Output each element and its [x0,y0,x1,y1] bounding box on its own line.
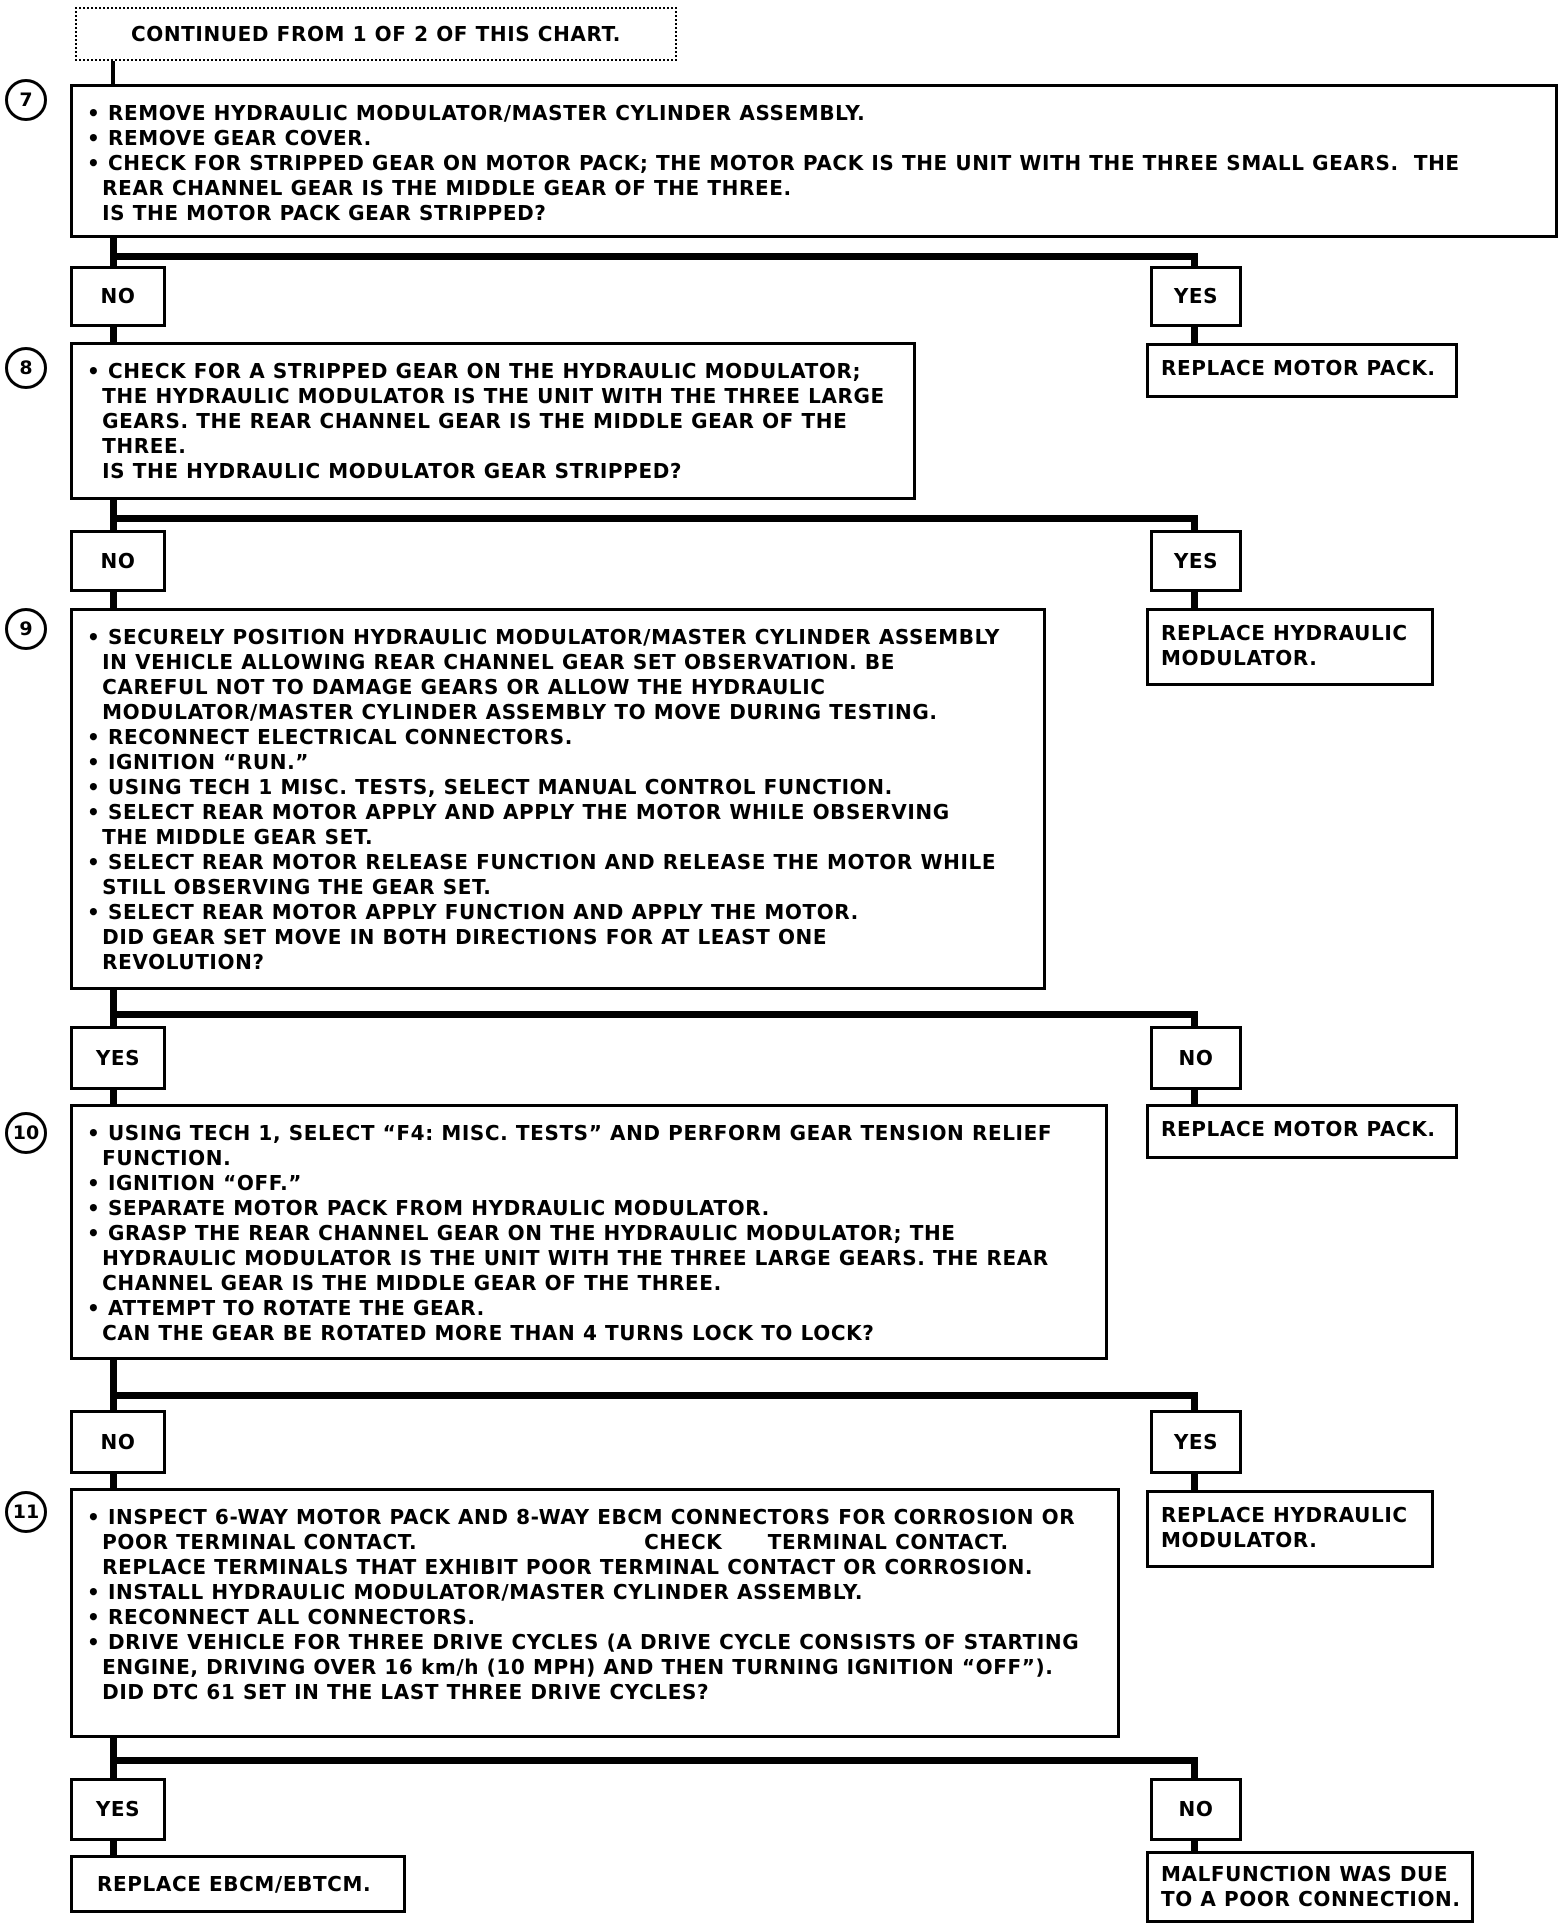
step-line: IS THE HYDRAULIC MODULATOR GEAR STRIPPED? [87,459,683,483]
result-poor-connection: MALFUNCTION WAS DUE TO A POOR CONNECTION. [1146,1851,1474,1923]
step-number-9: 9 [5,608,47,650]
branch-line [110,1757,1198,1764]
result-replace-hydraulic-modulator: REPLACE HYDRAULIC MODULATOR. [1146,1490,1434,1568]
step-line: • INSPECT 6-WAY MOTOR PACK AND 8-WAY EBCM CONNECTORS FOR CORROSION OR [87,1505,1076,1529]
step-line: STILL OBSERVING THE GEAR SET. [87,875,492,899]
step-number-10: 10 [5,1112,47,1154]
step-line: • CHECK FOR STRIPPED GEAR ON MOTOR PACK; THE MOTOR PACK IS THE UNIT WITH THE THREE SMALL GEARS. THE [87,151,1460,175]
connector-line [1191,1474,1198,1490]
step-line: • REMOVE HYDRAULIC MODULATOR/MASTER CYLINDER ASSEMBLY. [87,101,866,125]
result-replace-ebcm-ebtcm: REPLACE EBCM/EBTCM. [70,1855,406,1913]
step-line: HYDRAULIC MODULATOR IS THE UNIT WITH THE THREE LARGE GEARS. THE REAR [87,1246,1049,1270]
step-line: ENGINE, DRIVING OVER 16 km/h (10 MPH) AND THEN TURNING IGNITION “OFF”). [87,1655,1054,1679]
branch-line [110,515,1198,522]
step-number-11: 11 [5,1491,47,1533]
step-line: CAN THE GEAR BE ROTATED MORE THAN 4 TURNS LOCK TO LOCK? [87,1321,875,1345]
connector-line [110,1360,117,1410]
step-7-box [70,84,1558,238]
step-line: • USING TECH 1 MISC. TESTS, SELECT MANUAL CONTROL FUNCTION. [87,775,893,799]
step-line: FUNCTION. [87,1146,232,1170]
step-line: • IGNITION “OFF.” [87,1171,303,1195]
connector-line [1191,1090,1198,1104]
step-line: • SEPARATE MOTOR PACK FROM HYDRAULIC MODULATOR. [87,1196,770,1220]
connector-line [110,1841,117,1855]
step-line: • REMOVE GEAR COVER. [87,126,372,150]
connector-line [110,327,117,343]
step-line: DID DTC 61 SET IN THE LAST THREE DRIVE CYCLES? [87,1680,710,1704]
step-11-box [70,1488,1120,1738]
step-number-8: 8 [5,347,47,389]
branch-label-no: NO [1150,1026,1242,1090]
step-line: • USING TECH 1, SELECT “F4: MISC. TESTS” AND PERFORM GEAR TENSION RELIEF [87,1121,1053,1145]
step-line: • ATTEMPT TO ROTATE THE GEAR. [87,1296,485,1320]
step-9-box [70,608,1046,990]
result-replace-motor-pack: REPLACE MOTOR PACK. [1146,343,1458,398]
step-line: GEARS. THE REAR CHANNEL GEAR IS THE MIDDLE GEAR OF THE [87,409,848,433]
step-line: • SELECT REAR MOTOR APPLY AND APPLY THE MOTOR WHILE OBSERVING [87,800,950,824]
step-8-box [70,342,916,500]
step-line: • SELECT REAR MOTOR APPLY FUNCTION AND APPLY THE MOTOR. [87,900,859,924]
result-replace-motor-pack: REPLACE MOTOR PACK. [1146,1104,1458,1159]
connector-line [1191,1392,1198,1410]
branch-label-no: NO [1150,1778,1242,1841]
step-line: • INSTALL HYDRAULIC MODULATOR/MASTER CYLINDER ASSEMBLY. [87,1580,864,1604]
step-line: • CHECK FOR A STRIPPED GEAR ON THE HYDRAULIC MODULATOR; [87,359,862,383]
connector-line [110,592,117,608]
branch-label-no: NO [70,1410,166,1474]
branch-label-yes: YES [1150,1410,1242,1474]
connector-line [1191,1757,1198,1780]
step-line: • DRIVE VEHICLE FOR THREE DRIVE CYCLES (A DRIVE CYCLE CONSISTS OF STARTING [87,1630,1080,1654]
step-line: POOR TERMINAL CONTACT. CHECK TERMINAL CONTACT. [87,1530,1009,1554]
step-line: THE HYDRAULIC MODULATOR IS THE UNIT WITH THE THREE LARGE [87,384,885,408]
continued-header-text: CONTINUED FROM 1 OF 2 OF THIS CHART. [130,21,622,46]
step-line: DID GEAR SET MOVE IN BOTH DIRECTIONS FOR AT LEAST ONE [87,925,828,949]
step-line: CHANNEL GEAR IS THE MIDDLE GEAR OF THE THREE. [87,1271,722,1295]
step-line: REVOLUTION? [87,950,265,974]
continued-header [75,7,677,61]
branch-label-yes: YES [70,1778,166,1841]
branch-label-yes: YES [1150,266,1242,327]
step-line: REPLACE TERMINALS THAT EXHIBIT POOR TERMINAL CONTACT OR CORROSION. [87,1555,1034,1579]
connector-line [110,990,117,1028]
step-line: • SECURELY POSITION HYDRAULIC MODULATOR/MASTER CYLINDER ASSEMBLY [87,625,1000,649]
step-line: CAREFUL NOT TO DAMAGE GEARS OR ALLOW THE HYDRAULIC [87,675,826,699]
step-line: • RECONNECT ELECTRICAL CONNECTORS. [87,725,573,749]
step-line: IS THE MOTOR PACK GEAR STRIPPED? [87,201,547,225]
connector-line [111,61,115,85]
branch-line [110,1392,1198,1399]
branch-line [110,1011,1198,1018]
branch-label-yes: YES [1150,530,1242,592]
connector-line [1191,327,1198,343]
step-line: • RECONNECT ALL CONNECTORS. [87,1605,476,1629]
connector-line [110,1090,117,1104]
branch-label-no: NO [70,530,166,592]
branch-line [110,253,1198,260]
branch-label-yes: YES [70,1026,166,1090]
branch-label-no: NO [70,266,166,327]
step-number-7: 7 [5,79,47,121]
step-line: THE MIDDLE GEAR SET. [87,825,374,849]
step-line: REAR CHANNEL GEAR IS THE MIDDLE GEAR OF THE THREE. [87,176,792,200]
step-line: • GRASP THE REAR CHANNEL GEAR ON THE HYDRAULIC MODULATOR; THE [87,1221,956,1245]
step-line: MODULATOR/MASTER CYLINDER ASSEMBLY TO MOVE DURING TESTING. [87,700,938,724]
step-line: • IGNITION “RUN.” [87,750,310,774]
connector-line [1191,592,1198,608]
result-replace-hydraulic-modulator: REPLACE HYDRAULIC MODULATOR. [1146,608,1434,686]
step-line: • SELECT REAR MOTOR RELEASE FUNCTION AND RELEASE THE MOTOR WHILE [87,850,997,874]
step-line: THREE. [87,434,187,458]
step-line: IN VEHICLE ALLOWING REAR CHANNEL GEAR SET OBSERVATION. BE [87,650,895,674]
step-10-box [70,1104,1108,1360]
